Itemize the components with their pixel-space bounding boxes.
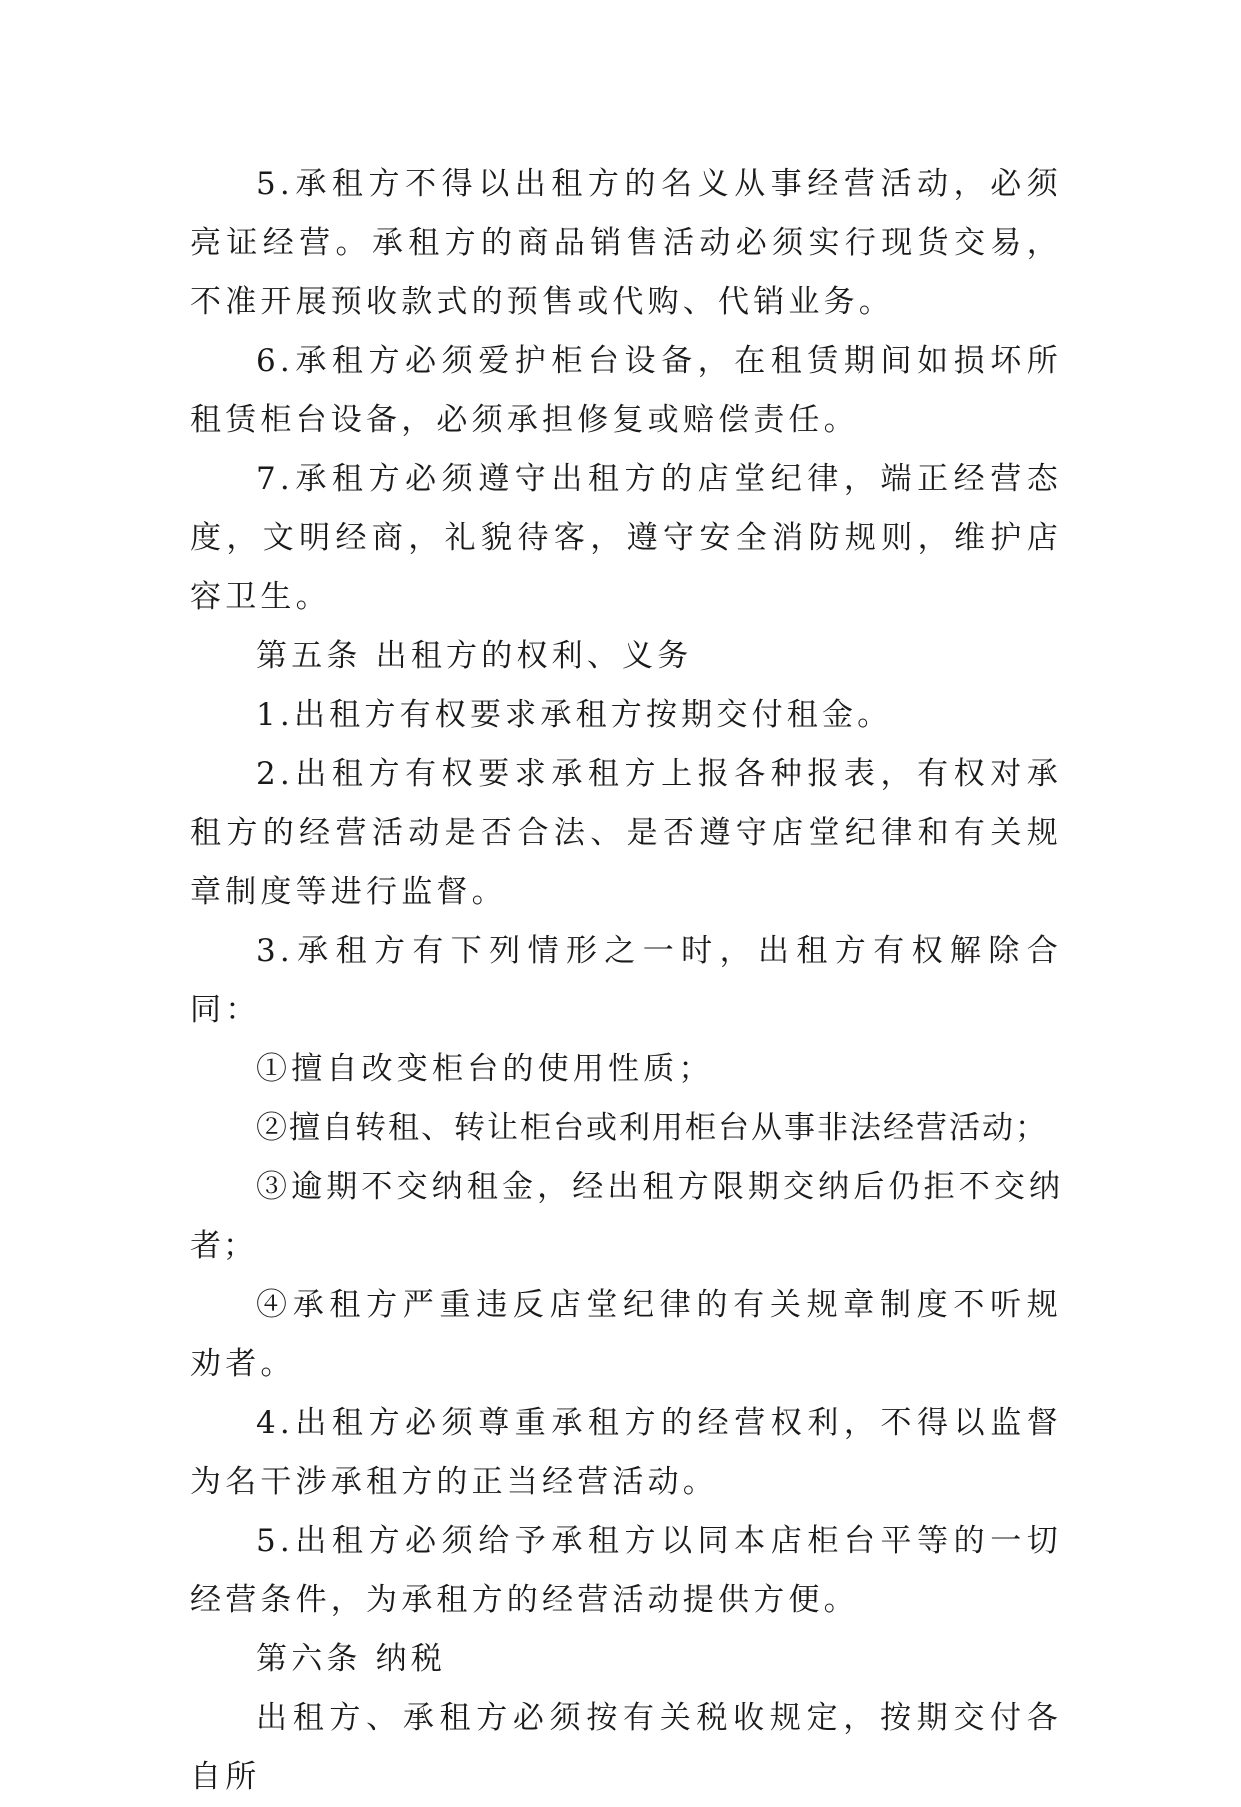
paragraph-taxation: 出租方、承租方必须按有关税收规定，按期交付各自所 <box>190 1700 1062 1795</box>
list-item-termination-4: ④承租方严重违反店堂纪律的有关规章制度不听规劝者。 <box>190 1287 1062 1382</box>
heading-article-six: 第六条 纳税 <box>256 1641 447 1677</box>
list-item-termination-1: ①擅自改变柜台的使用性质； <box>256 1051 714 1087</box>
paragraph-tenant-equipment: 6.承租方必须爱护柜台设备，在租赁期间如损坏所租赁柜台设备，必须承担修复或赔偿责任。 <box>190 343 1062 438</box>
paragraph-landlord-respect: 4.出租方必须尊重承租方的经营权利，不得以监督为名干涉承租方的正当经营活动。 <box>190 1405 1062 1500</box>
paragraph-landlord-rent: 1.出租方有权要求承租方按期交付租金。 <box>256 697 893 733</box>
paragraph-tenant-discipline: 7.承租方必须遵守出租方的店堂纪律，端正经营态度，文明经商，礼貌待客，遵守安全消防规则，维护店容卫生。 <box>190 461 1062 615</box>
document-body <box>190 155 1062 1807</box>
list-item-termination-3: ③逾期不交纳租金，经出租方限期交纳后仍拒不交纳者； <box>190 1169 1062 1264</box>
heading-article-five: 第五条 出租方的权利、义务 <box>256 638 693 674</box>
list-item-termination-2: ②擅自转租、转让柜台或利用柜台从事非法经营活动； <box>256 1110 1048 1146</box>
paragraph-landlord-termination: 3.承租方有下列情形之一时，出租方有权解除合同： <box>190 933 1062 1028</box>
paragraph-landlord-supervision: 2.出租方有权要求承租方上报各种报表，有权对承租方的经营活动是否合法、是否遵守店堂纪律和有关规章制度等进行监督。 <box>190 756 1062 910</box>
paragraph-landlord-conditions: 5.出租方必须给予承租方以同本店柜台平等的一切经营条件，为承租方的经营活动提供方便。 <box>190 1523 1062 1618</box>
paragraph-tenant-no-name-use: 5.承租方不得以出租方的名义从事经营活动，必须亮证经营。承租方的商品销售活动必须实行现货交易，不准开展预收款式的预售或代购、代销业务。 <box>190 166 1062 320</box>
